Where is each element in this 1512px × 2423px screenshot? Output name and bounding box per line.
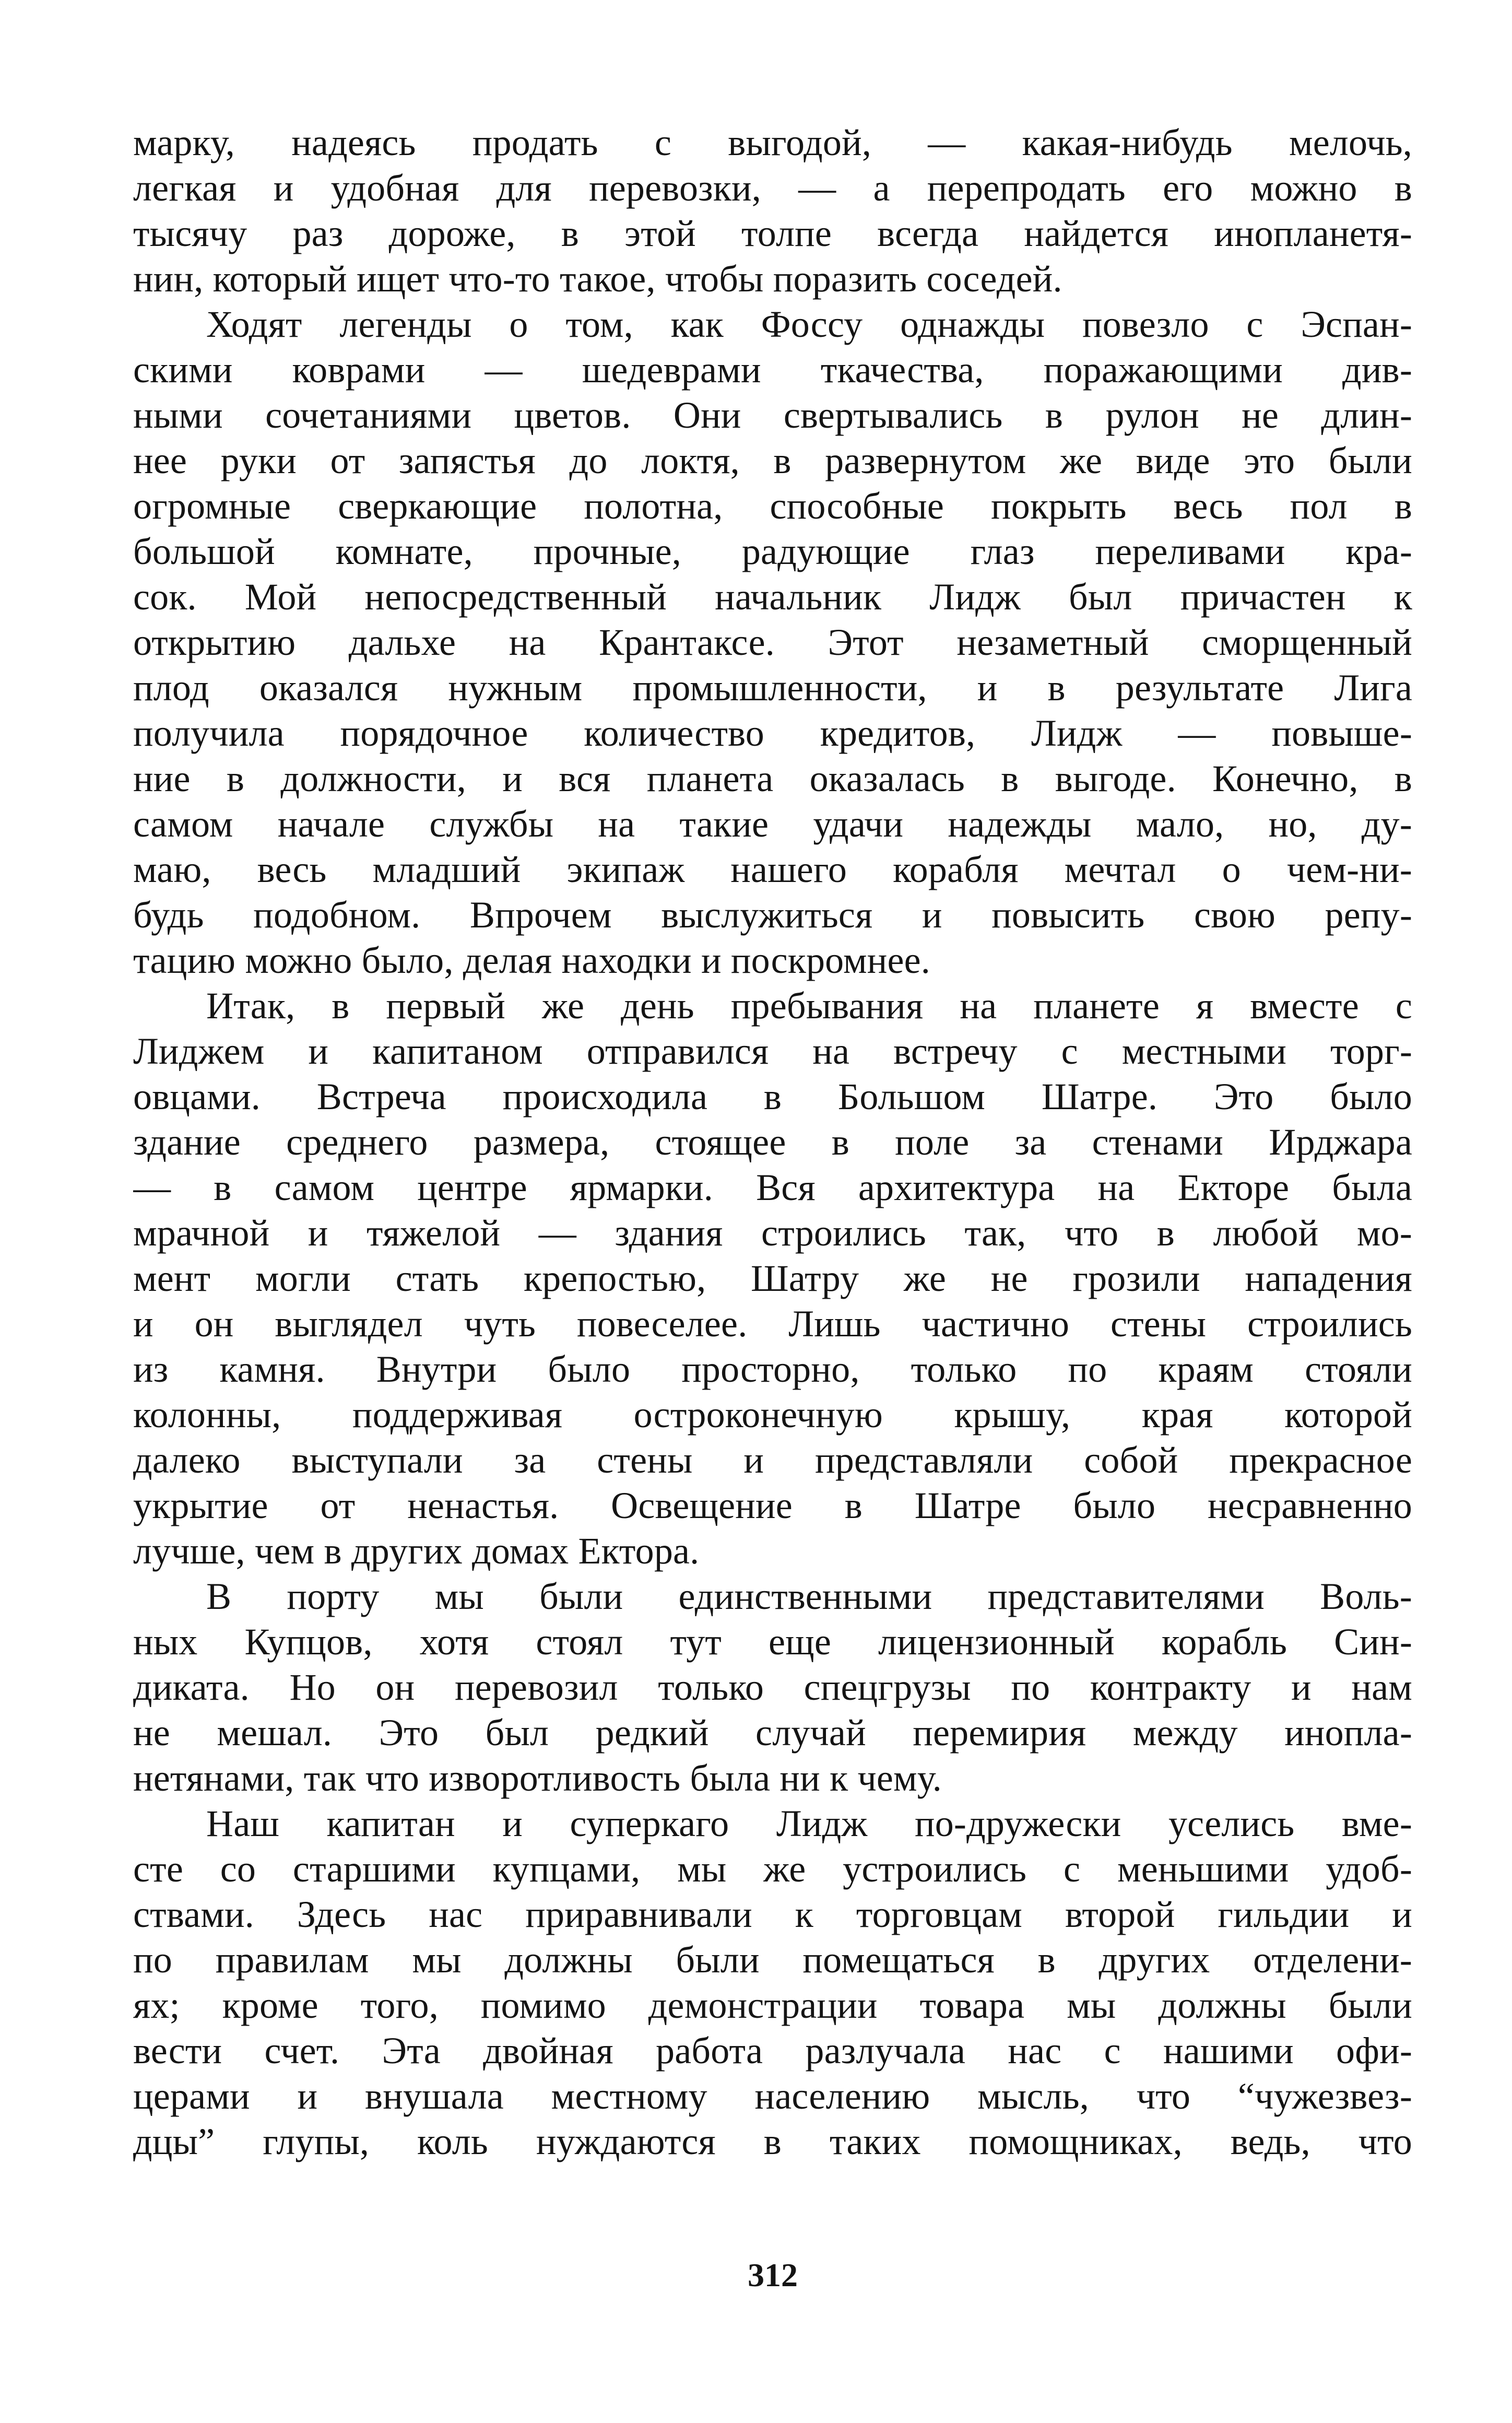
text-line: вести счет. Эта двойная работа разлучала нас с нашими офи-	[133, 2030, 1412, 2072]
text-line: ных Купцов, хотя стоял тут еще лицензионный корабль Син-	[133, 1621, 1412, 1663]
text-line: Итак, в первый же день пребывания на планете я вместе с	[206, 985, 1412, 1027]
text-line: Лиджем и капитаном отправился на встречу с местными торг-	[133, 1030, 1412, 1072]
text-line: большой комнате, прочные, радующие глаз переливами кра-	[133, 531, 1412, 572]
text-line: тацию можно было, делая находки и поскромнее.	[133, 939, 930, 981]
text-line: и он выглядел чуть повеселее. Лишь частично стены строились	[133, 1303, 1412, 1345]
text-line: будь подобном. Впрочем выслужиться и повысить свою репу-	[133, 894, 1412, 936]
text-line: нин, который ищет что-то такое, чтобы поразить соседей.	[133, 258, 1062, 300]
text-line: мент могли стать крепостью, Шатру же не грозили нападения	[133, 1257, 1412, 1299]
page-number: 312	[748, 2256, 798, 2293]
text-line: плод оказался нужным промышленности, и в результате Лига	[133, 667, 1412, 709]
text-line: огромные сверкающие полотна, способные покрыть весь пол в	[133, 485, 1412, 527]
text-line: здание среднего размера, стоящее в поле за стенами Ирджара	[133, 1121, 1412, 1163]
text-line: овцами. Встреча происходила в Большом Шатре. Это было	[133, 1076, 1412, 1118]
text-line: нетянами, так что изворотливость была ни к чему.	[133, 1757, 942, 1799]
book-page	[133, 120, 1412, 2366]
text-line: диката. Но он перевозил только спецгрузы по контракту и нам	[133, 1666, 1412, 1708]
text-line: далеко выступали за стены и представляли собой прекрасное	[133, 1439, 1412, 1481]
text-line: Наш капитан и суперкаго Лидж по-дружески уселись вме-	[206, 1803, 1412, 1844]
text-line: получила порядочное количество кредитов, Лидж — повыше-	[133, 712, 1412, 754]
text-line: по правилам мы должны были помещаться в других отделени-	[133, 1939, 1412, 1981]
text-line: марку, надеясь продать с выгодой, — какая-нибудь мелочь,	[133, 122, 1412, 163]
text-line: легкая и удобная для перевозки, — а перепродать его можно в	[133, 167, 1412, 209]
text-line: ние в должности, и вся планета оказалась в выгоде. Конечно, в	[133, 758, 1412, 799]
text-line: сок. Мой непосредственный начальник Лидж был причастен к	[133, 576, 1412, 618]
text-line: В порту мы были единственными представителями Воль-	[206, 1575, 1412, 1617]
text-line: лучше, чем в других домах Ектора.	[133, 1530, 700, 1572]
text-line: ными сочетаниями цветов. Они свертывались в рулон не длин-	[133, 394, 1412, 436]
body-text	[133, 120, 1412, 2165]
text-line: ствами. Здесь нас приравнивали к торговцам второй гильдии и	[133, 1893, 1412, 1935]
text-line: не мешал. Это был редкий случай перемирия между инопла-	[133, 1712, 1412, 1754]
text-line: тысячу раз дороже, в этой толпе всегда найдется инопланетя-	[133, 213, 1412, 254]
text-line: Ходят легенды о том, как Фоссу однажды повезло с Эспан-	[206, 303, 1412, 345]
text-line: скими коврами — шедеврами ткачества, поражающими див-	[133, 349, 1412, 391]
text-line: сте со старшими купцами, мы же устроились с меньшими удоб-	[133, 1848, 1412, 1890]
text-line: церами и внушала местному населению мысль, что “чужезвез-	[133, 2075, 1412, 2117]
text-line: — в самом центре ярмарки. Вся архитектура на Екторе была	[133, 1167, 1412, 1208]
text-line: самом начале службы на такие удачи надежды мало, но, ду-	[133, 803, 1412, 845]
text-line: колонны, поддерживая остроконечную крышу, края которой	[133, 1394, 1412, 1436]
text-line: укрытие от ненастья. Освещение в Шатре было несравненно	[133, 1485, 1412, 1526]
text-line: маю, весь младший экипаж нашего корабля мечтал о чем-ни-	[133, 849, 1412, 890]
text-line: из камня. Внутри было просторно, только по краям стояли	[133, 1348, 1412, 1390]
text-line: мрачной и тяжелой — здания строились так, что в любой мо-	[133, 1212, 1412, 1254]
text-line: нее руки от запястья до локтя, в развернутом же виде это были	[133, 440, 1412, 481]
text-line: дцы” глупы, коль нуждаются в таких помощниках, ведь, что	[133, 2121, 1412, 2162]
text-line: ях; кроме того, помимо демонстрации товара мы должны были	[133, 1984, 1412, 2026]
text-line: открытию дальхе на Крантаксе. Этот незаметный сморщенный	[133, 621, 1412, 663]
